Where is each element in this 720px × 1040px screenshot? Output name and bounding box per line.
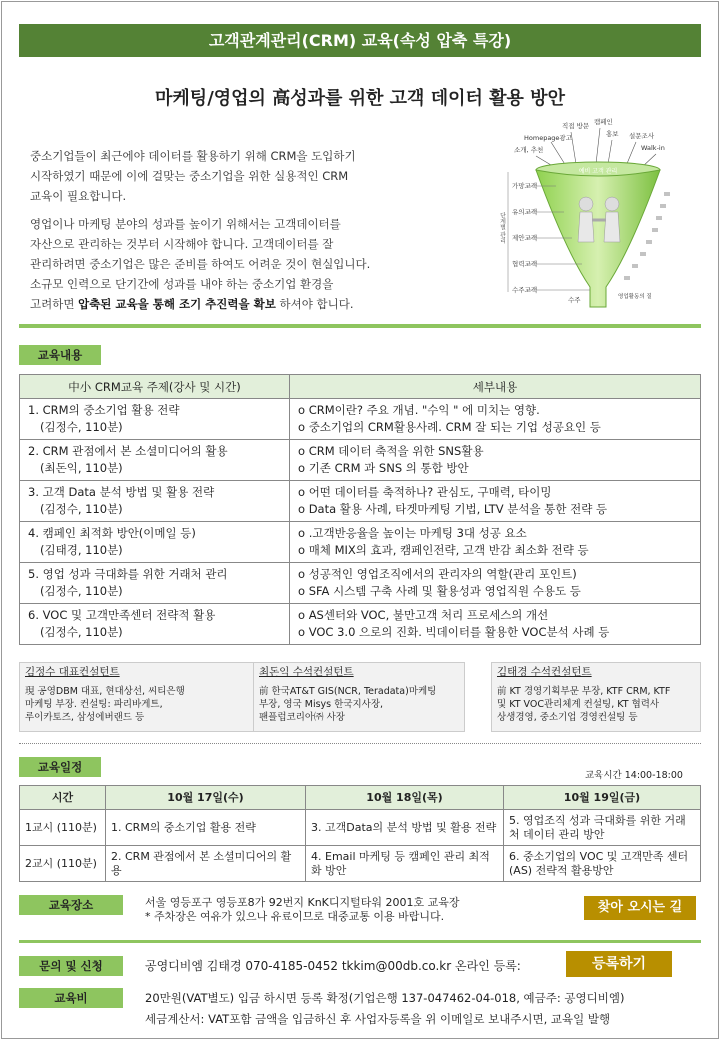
funnel-top-label: 홍보 (606, 130, 619, 138)
column-header: 中小 CRM교육 주제(강사 및 시간) (20, 375, 290, 399)
session-cell: 3. 고객Data의 분석 방법 및 활용 전략 (306, 810, 504, 846)
detail-line: o 어떤 데이터를 축적하나? 관심도, 구매력, 타이밍 (298, 485, 552, 499)
table-row (20, 481, 701, 522)
intro-line: 관리하려면 중소기업은 많은 준비를 하여도 어려운 것이 현실입니다. (30, 257, 371, 271)
place-section-label: 교육장소 (19, 895, 123, 915)
page-header: 고객관계관리(CRM) 교육(속성 압축 특강) (19, 24, 701, 57)
column-header: 세부내용 (290, 375, 701, 399)
inquiry-text: 공영디비엠 김태경 070-4185-0452 tkkim@00db.co.kr 온라인 등록: (145, 959, 521, 973)
funnel-bottom-label: 영업활동의 질 (618, 294, 652, 300)
dotted-divider (19, 743, 701, 744)
session-cell: 4. Email 마케팅 등 캠페인 관리 최적화 방안 (306, 846, 504, 882)
consultant-name: 최돈익 수석컨설턴트 (259, 666, 354, 678)
detail-line: o AS센터와 VOC, 불만고객 처리 프로세스의 개선 (298, 608, 549, 622)
table-row (20, 810, 701, 846)
education-time-note: 교육시간 14:00-18:00 (585, 770, 683, 781)
schedule-table (19, 785, 701, 882)
detail-line: o Data 활용 사례, 타겟마케팅 기법, LTV 분석을 통한 전략 등 (298, 502, 608, 516)
topic-instructor: (김태경, 110분) (40, 543, 123, 557)
topic-cell (20, 604, 290, 645)
intro-paragraph-1 (30, 146, 450, 206)
detail-cell (290, 399, 701, 440)
detail-line: o CRM이란? 주요 개념. "수익 " 에 미치는 영향. (298, 403, 540, 417)
column-header: 시간 (20, 786, 106, 810)
topic-title: 4. 캠페인 최적화 방안(이메일 등) (28, 526, 196, 540)
consultant-bio-line: 상생경영, 중소기업 경영컨설팅 등 (497, 712, 638, 723)
intro-line: 영업이나 마케팅 분야의 성과를 높이기 위해서는 고객데이터를 (30, 217, 341, 231)
schedule-section-label: 교육일정 (19, 757, 101, 777)
intro-line: 하셔야 합니다. (275, 297, 354, 311)
topic-instructor: (김정수, 110분) (40, 502, 123, 516)
table-header-row (20, 375, 701, 399)
table-row (20, 522, 701, 563)
detail-cell (290, 440, 701, 481)
topic-cell (20, 522, 290, 563)
detail-line: o VOC 3.0 으로의 진화. 빅데이터를 활용한 VOC분석 사례 등 (298, 625, 610, 639)
consultant-bio-line: 마케팅 부장. 컨설팅: 파리바게트, (25, 699, 163, 710)
topic-title: 5. 영업 성과 극대화를 위한 거래처 관리 (28, 567, 228, 581)
topic-title: 3. 고객 Data 분석 방법 및 활용 전략 (28, 485, 215, 499)
table-row (20, 604, 701, 645)
column-header: 10월 17일(수) (106, 786, 306, 810)
topic-cell (20, 440, 290, 481)
column-header: 10월 18일(목) (306, 786, 504, 810)
page-subtitle: 마케팅/영업의 高성과를 위한 고객 데이터 활용 방안 (155, 88, 565, 109)
intro-emphasis: 압축된 교육을 통해 조기 추진력을 확보 (78, 297, 276, 311)
intro-paragraph-2 (30, 214, 450, 314)
intro-line: 고려하면 (30, 297, 79, 311)
funnel-stage-label: 가망고객 (512, 182, 538, 190)
funnel-stage-label: 유의고객 (512, 208, 538, 216)
session-cell: 2. CRM 관점에서 본 소셜미디어의 활용 (106, 846, 306, 882)
detail-line: o CRM 데이터 축적을 위한 SNS활용 (298, 444, 484, 458)
funnel-top-label: 캠페인 (594, 118, 613, 126)
topic-cell (20, 399, 290, 440)
consultant-name: 김정수 대표컨설턴트 (25, 666, 120, 678)
funnel-top-label: Walk-in (641, 144, 665, 152)
place-info (145, 896, 460, 924)
detail-line: o 매체 MIX의 효과, 캠페인전략, 고객 반감 최소화 전략 등 (298, 543, 589, 557)
detail-cell (290, 481, 701, 522)
funnel-top-label: Homepage광고 (524, 134, 572, 142)
consultant-bio-line: 前 KT 경영기획부문 부장, KTF CRM, KTF (497, 686, 671, 697)
consultant-bio-line: 부장, 영국 Misys 한국지사장, (259, 699, 384, 710)
directions-button[interactable]: 찾아 오시는 길 (584, 896, 696, 920)
funnel-top-label: 소개, 추천 (514, 146, 544, 154)
detail-line: o SFA 시스템 구축 사례 및 활용성과 영업직원 수용도 등 (298, 584, 581, 598)
funnel-top-label: 설문조사 (629, 132, 655, 140)
funnel-inner-label: 예비 고객 관리 (578, 168, 618, 175)
intro-line: 소규모 인력으로 단기간에 성과를 내야 하는 중소기업 환경을 (30, 277, 334, 291)
place-note: * 주차장은 여유가 있으나 유료이므로 대중교통 이용 바랍니다. (145, 910, 445, 923)
consultant-bio-line: 및 KT VOC관리체계 컨설팅, KT 협력사 (497, 699, 660, 710)
consultant-bio-line: 팬플럽코리아㈜ 사장 (259, 712, 345, 723)
fee-line: 20만원(VAT별도) 입금 하시면 등록 확정(기업은행 137-047462-04-018, 예금주: 공영디비엠) (145, 991, 625, 1005)
consultant-card (491, 662, 701, 732)
detail-line: o 기존 CRM 과 SNS 의 통합 방안 (298, 461, 469, 475)
topic-cell (20, 563, 290, 604)
time-slot-cell: 1교시 (110분) (20, 810, 106, 846)
consultant-card (19, 662, 254, 732)
funnel-stage-label: 수주고객 (512, 286, 538, 294)
consultant-name: 김태경 수석컨설턴트 (497, 666, 592, 678)
funnel-top-label: 직접 방문 (562, 122, 590, 130)
topic-instructor: (김정수, 110분) (40, 625, 123, 639)
table-row (20, 846, 701, 882)
education-section-label: 교육내용 (19, 345, 101, 365)
detail-line: o .고객반응율을 높이는 마케팅 3대 성공 요소 (298, 526, 527, 540)
detail-line: o 성공적인 영업조직에서의 관리자의 역할(관리 포인트) (298, 567, 577, 581)
topic-title: 2. CRM 관점에서 본 소셜미디어의 활용 (28, 444, 228, 458)
session-cell: 5. 영업조직 성과 극대화를 위한 거래처 데이터 관리 방안 (504, 810, 701, 846)
session-cell: 1. CRM의 중소기업 활용 전략 (106, 810, 306, 846)
topic-title: 6. VOC 및 고객만족센터 전략적 활용 (28, 608, 216, 622)
funnel-stage-label: 제안고객 (512, 234, 538, 242)
intro-line: 자산으로 관리하는 것부터 시작해야 합니다. 고객데이터를 잘 (30, 237, 334, 251)
fee-info (145, 988, 624, 1030)
register-button[interactable]: 등록하기 (566, 951, 672, 977)
section-divider (19, 940, 701, 943)
detail-cell (290, 522, 701, 563)
intro-line: 시작하였기 때문에 이에 걸맞는 중소기업을 위한 실용적인 CRM (30, 169, 349, 183)
session-cell: 6. 중소기업의 VOC 및 고객만족 센터(AS) 전략적 활용방안 (504, 846, 701, 882)
funnel-axis-label: 단계별 관리 (498, 212, 506, 244)
topic-instructor: (김정수, 110분) (40, 584, 123, 598)
sales-funnel-diagram (496, 112, 706, 317)
topic-title: 1. CRM의 중소기업 활용 전략 (28, 403, 180, 417)
topic-cell (20, 481, 290, 522)
detail-line: o 중소기업의 CRM활용사례. CRM 잘 되는 기업 성공요인 등 (298, 420, 601, 434)
topic-instructor: (최돈익, 110분) (40, 461, 123, 475)
table-row (20, 399, 701, 440)
place-address: 서울 영등포구 영등포8가 92번지 KnK디지털타워 2001호 교육장 (145, 896, 460, 909)
funnel-stage-label: 협력고객 (512, 260, 538, 268)
section-divider (19, 324, 701, 328)
fee-section-label: 교육비 (19, 988, 123, 1008)
consultant-bio-line: 前 한국AT&T GIS(NCR, Teradata)마케팅 (259, 686, 437, 697)
time-slot-cell: 2교시 (110분) (20, 846, 106, 882)
fee-line: 세금계산서: VAT포함 금액을 입금하신 후 사업자등록을 위 이메일로 보내주시면, 교육일 발행 (145, 1012, 611, 1026)
consultant-card (253, 662, 465, 732)
curriculum-table (19, 374, 701, 645)
table-row (20, 440, 701, 481)
table-row (20, 563, 701, 604)
detail-cell (290, 604, 701, 645)
detail-cell (290, 563, 701, 604)
intro-line: 중소기업들이 최근에야 데이터를 활용하기 위해 CRM을 도입하기 (30, 149, 356, 163)
column-header: 10월 19일(금) (504, 786, 701, 810)
topic-instructor: (김정수, 110분) (40, 420, 123, 434)
table-header-row (20, 786, 701, 810)
consultant-bio-line: 루이카토즈, 삼성에버랜드 등 (25, 712, 145, 723)
funnel-bottom-label: 수주 (568, 296, 581, 304)
inquiry-section-label: 문의 및 신청 (19, 956, 123, 976)
intro-line: 교육이 필요합니다. (30, 189, 127, 203)
intro-text (30, 146, 450, 322)
consultant-bio-line: 現 공영DBM 대표, 현대상선, 씨티은행 (25, 686, 185, 697)
